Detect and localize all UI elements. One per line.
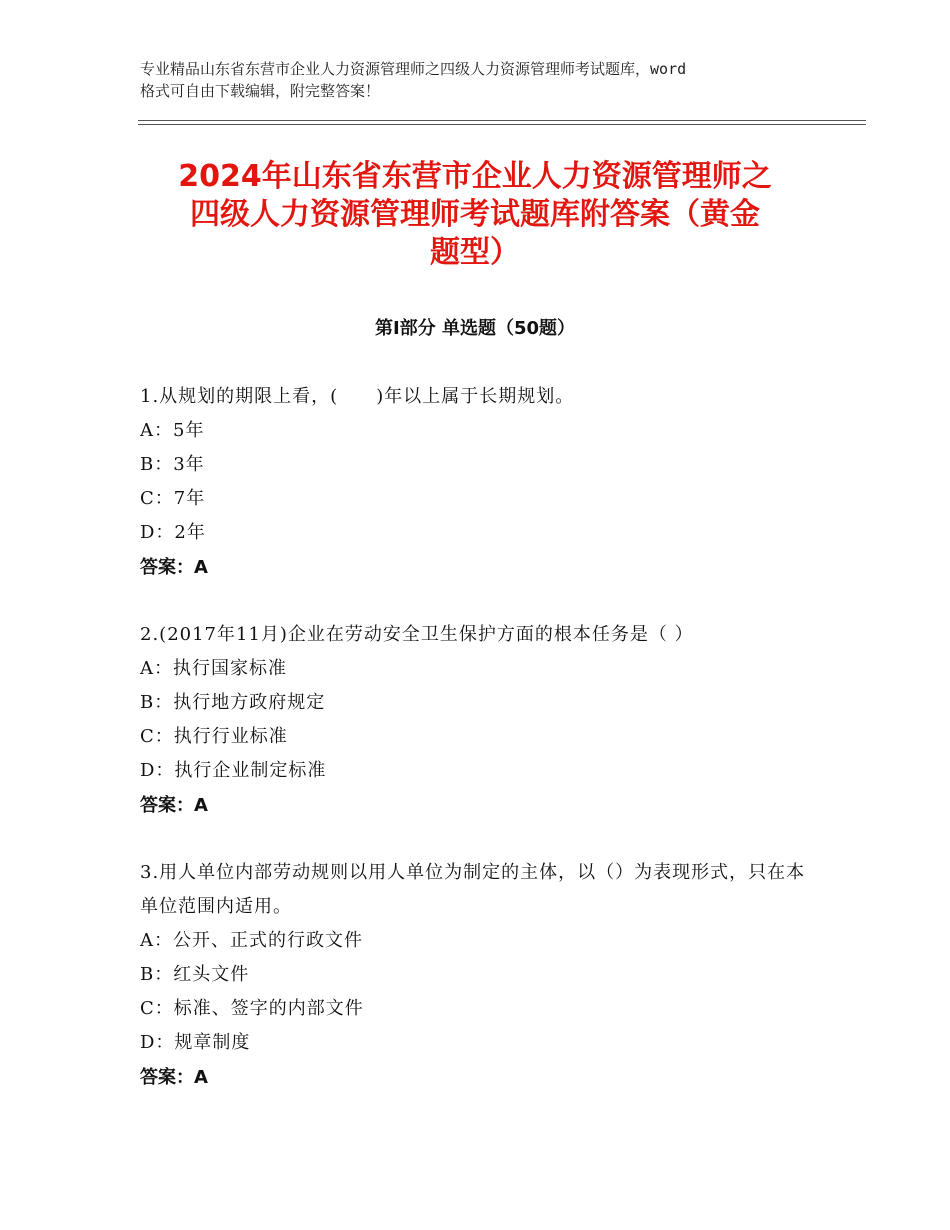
header-divider	[138, 120, 866, 125]
header-note-line-1: 专业精品山东省东营市企业人力资源管理师之四级人力资源管理师考试题库，word	[140, 60, 687, 78]
option-d: D：执行企业制定标准	[140, 760, 327, 781]
header-note-line-2: 格式可自由下载编辑，附完整答案！	[140, 82, 381, 100]
answer-label: 答案：A	[140, 557, 208, 578]
question-2	[140, 618, 810, 824]
option-d: D：2年	[140, 522, 206, 543]
option-b: B：执行地方政府规定	[140, 692, 326, 713]
question-1	[140, 380, 810, 586]
option-c: C：标准、签字的内部文件	[140, 998, 364, 1019]
document-title-line-2: 四级人力资源管理师考试题库附答案（黄金	[190, 197, 760, 232]
document-title-line-1: 2024年山东省东营市企业人力资源管理师之	[178, 159, 772, 194]
option-a: A：5年	[140, 420, 205, 441]
option-c: C：7年	[140, 488, 206, 509]
answer-label: 答案：A	[140, 795, 208, 816]
header-note	[140, 58, 820, 102]
question-stem: 1.从规划的期限上看，( )年以上属于长期规划。	[140, 386, 575, 407]
option-c: C：执行行业标准	[140, 726, 288, 747]
option-d: D：规章制度	[140, 1032, 251, 1053]
option-b: B：红头文件	[140, 964, 250, 985]
option-a: A：公开、正式的行政文件	[140, 930, 363, 951]
option-b: B：3年	[140, 454, 205, 475]
question-3	[140, 856, 810, 1096]
question-stem: 3.用人单位内部劳动规则以用人单位为制定的主体，以（）为表现形式，只在本单位范围内适用。	[140, 862, 806, 917]
section-title: 第Ⅰ部分 单选题（50题）	[374, 318, 575, 339]
option-a: A：执行国家标准	[140, 658, 287, 679]
document-title-line-3: 题型）	[430, 235, 520, 270]
answer-label: 答案：A	[140, 1067, 208, 1088]
question-list	[140, 380, 810, 1128]
question-stem: 2.(2017年11月)企业在劳动安全卫生保护方面的根本任务是（ ）	[140, 624, 694, 645]
document-title	[120, 158, 830, 272]
